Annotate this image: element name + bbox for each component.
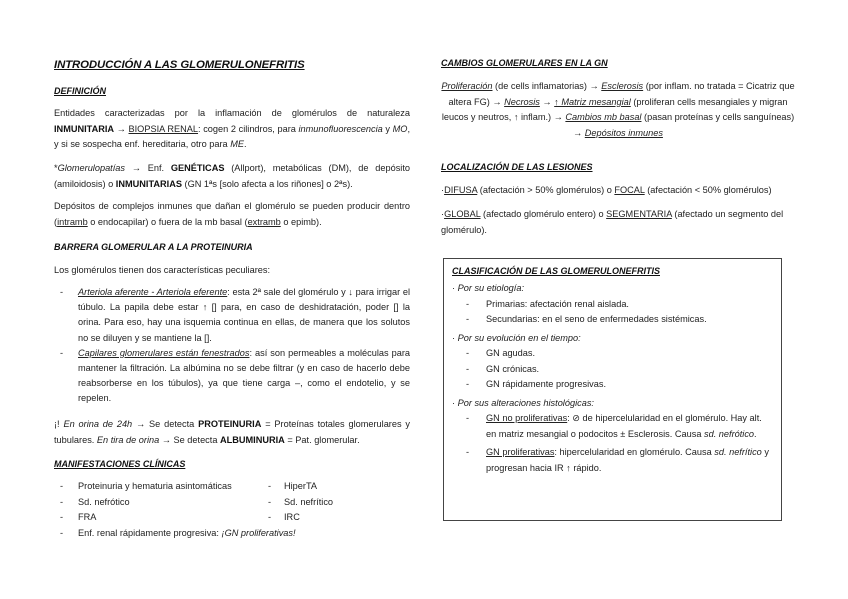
cambios-paragraph: Proliferación (de cells inflamatorias) → Esclerosis (por inflam. no tratada = Cicatriz que altera FG) → Necrosis → ↑ Matriz mesangial (proliferan cells mesangiales y migran leucos y neutros, ↑ inflam.) → Cambios mb basal (pasan proteínas y cells sanguíneas) → Depósitos inmunes: [441, 81, 795, 138]
page-title: INTRODUCCIÓN A LAS GLOMERULONEFRITIS: [54, 59, 305, 71]
histologicas-list: [452, 411, 773, 476]
list-item: - Enf. renal rápidamente progresiva: ¡GN proliferativas!: [60, 527, 296, 538]
localizacion-heading: LOCALIZACIÓN DE LAS LESIONES: [441, 162, 593, 172]
cambios-heading: CAMBIOS GLOMERULARES EN LA GN: [441, 58, 608, 68]
clasificacion-heading: CLASIFICACIÓN DE LAS GLOMERULONEFRITIS: [452, 266, 660, 276]
list-item: - Secundarias: en el seno de enfermedades sistémicas.: [452, 312, 773, 328]
list-item: - GN rápidamente progresivas.: [452, 377, 773, 393]
list-item: - Capilares glomerulares están fenestrados: así son permeables a moléculas para mantener la filtración. La albúmina no se debe filtrar (y en caso de hacerlo debe reabsorberse en los túbulos), ya que tiene carga –, como el endotelio, y se repelen.: [54, 346, 410, 407]
barrera-list: [54, 285, 410, 407]
definicion-heading: DEFINICIÓN: [54, 86, 107, 96]
difusa-focal: ·DIFUSA (afectación > 50% glomérulos) o FOCAL (afectación < 50% glomérulos): [441, 185, 772, 195]
list-item: - Primarias: afectación renal aislada.: [452, 297, 773, 313]
list-item: - GN no proliferativas: ⊘ de hipercelularidad en el glomérulo. Hay alt. en matriz mesangial o podocitos ± Esclerosis. Causa sd. nefrótico.: [452, 411, 773, 442]
clasificacion-box: [443, 258, 782, 521]
list-item: - Proteinuria y hematuria asintomáticas - HiperTA: [60, 481, 318, 491]
manifestaciones-heading: MANIFESTACIONES CLÍNICAS: [54, 459, 186, 469]
list-item: - GN proliferativas: hipercelularidad en glomérulo. Causa sd. nefrítico y progresan hacia IR ↑ rápido.: [452, 445, 773, 476]
evolucion-list: [452, 346, 773, 393]
barrera-intro: Los glomérulos tienen dos características peculiares:: [54, 265, 271, 275]
list-item: - Arteriola aferente - Arteriola eferente: esta 2ª sale del glomérulo y ↓ para irrigar el túbulo. La papila debe estar ↑ [] para, en caso de deshidratación, poder [] la orina. Para eso, hay una isquemia continua en ellas, de manera que los solutos no se diluyen y se mantiene la [].: [54, 285, 410, 346]
list-item: - GN crónicas.: [452, 362, 773, 378]
histologicas-label: · Por sus alteraciones histológicas:: [452, 397, 594, 408]
etiologia-label: · Por su etiología:: [452, 283, 525, 293]
manifestaciones-list: [54, 479, 410, 541]
depositos-paragraph: Depósitos de complejos inmunes que dañan el glomérulo se pueden producir dentro (intramb o endocapilar) o fuera de la mb basal (extramb o epimb).: [54, 201, 410, 227]
definicion-paragraph: Entidades caracterizadas por la inflamación de glomérulos de naturaleza INMUNITARIA → BIOPSIA RENAL: cogen 2 cilindros, para inmunofluorescencia y MO, y si se sospecha enf. hereditaria, otro para ME.: [54, 108, 410, 149]
proteinuria-note: ¡! En orina de 24h → Se detecta PROTEINURIA = Proteínas totales glomerulares y tubulares. En tira de orina → Se detecta ALBUMINURIA = Pat. glomerular.: [54, 419, 410, 445]
list-item: - GN agudas.: [452, 346, 773, 362]
list-item: - FRA - IRC: [60, 512, 300, 523]
etiologia-list: [452, 297, 773, 328]
barrera-heading: BARRERA GLOMERULAR A LA PROTEINURIA: [54, 242, 253, 252]
glomerulopatias-paragraph: *Glomerulopatías → Enf. GENÉTICAS (Allport), metabólicas (DM), de depósito (amiloidosis) o INMUNITARIAS (GN 1ªs [solo afecta a los riñones] o 2ªs).: [54, 163, 410, 189]
list-item: - Sd. nefrótico - Sd. nefrítico: [60, 496, 334, 507]
evolucion-label: · Por su evolución en el tiempo:: [452, 332, 581, 343]
global-segmentaria: ·GLOBAL (afectado glomérulo entero) o SEGMENTARIA (afectado un segmento del glomérulo).: [441, 209, 784, 235]
